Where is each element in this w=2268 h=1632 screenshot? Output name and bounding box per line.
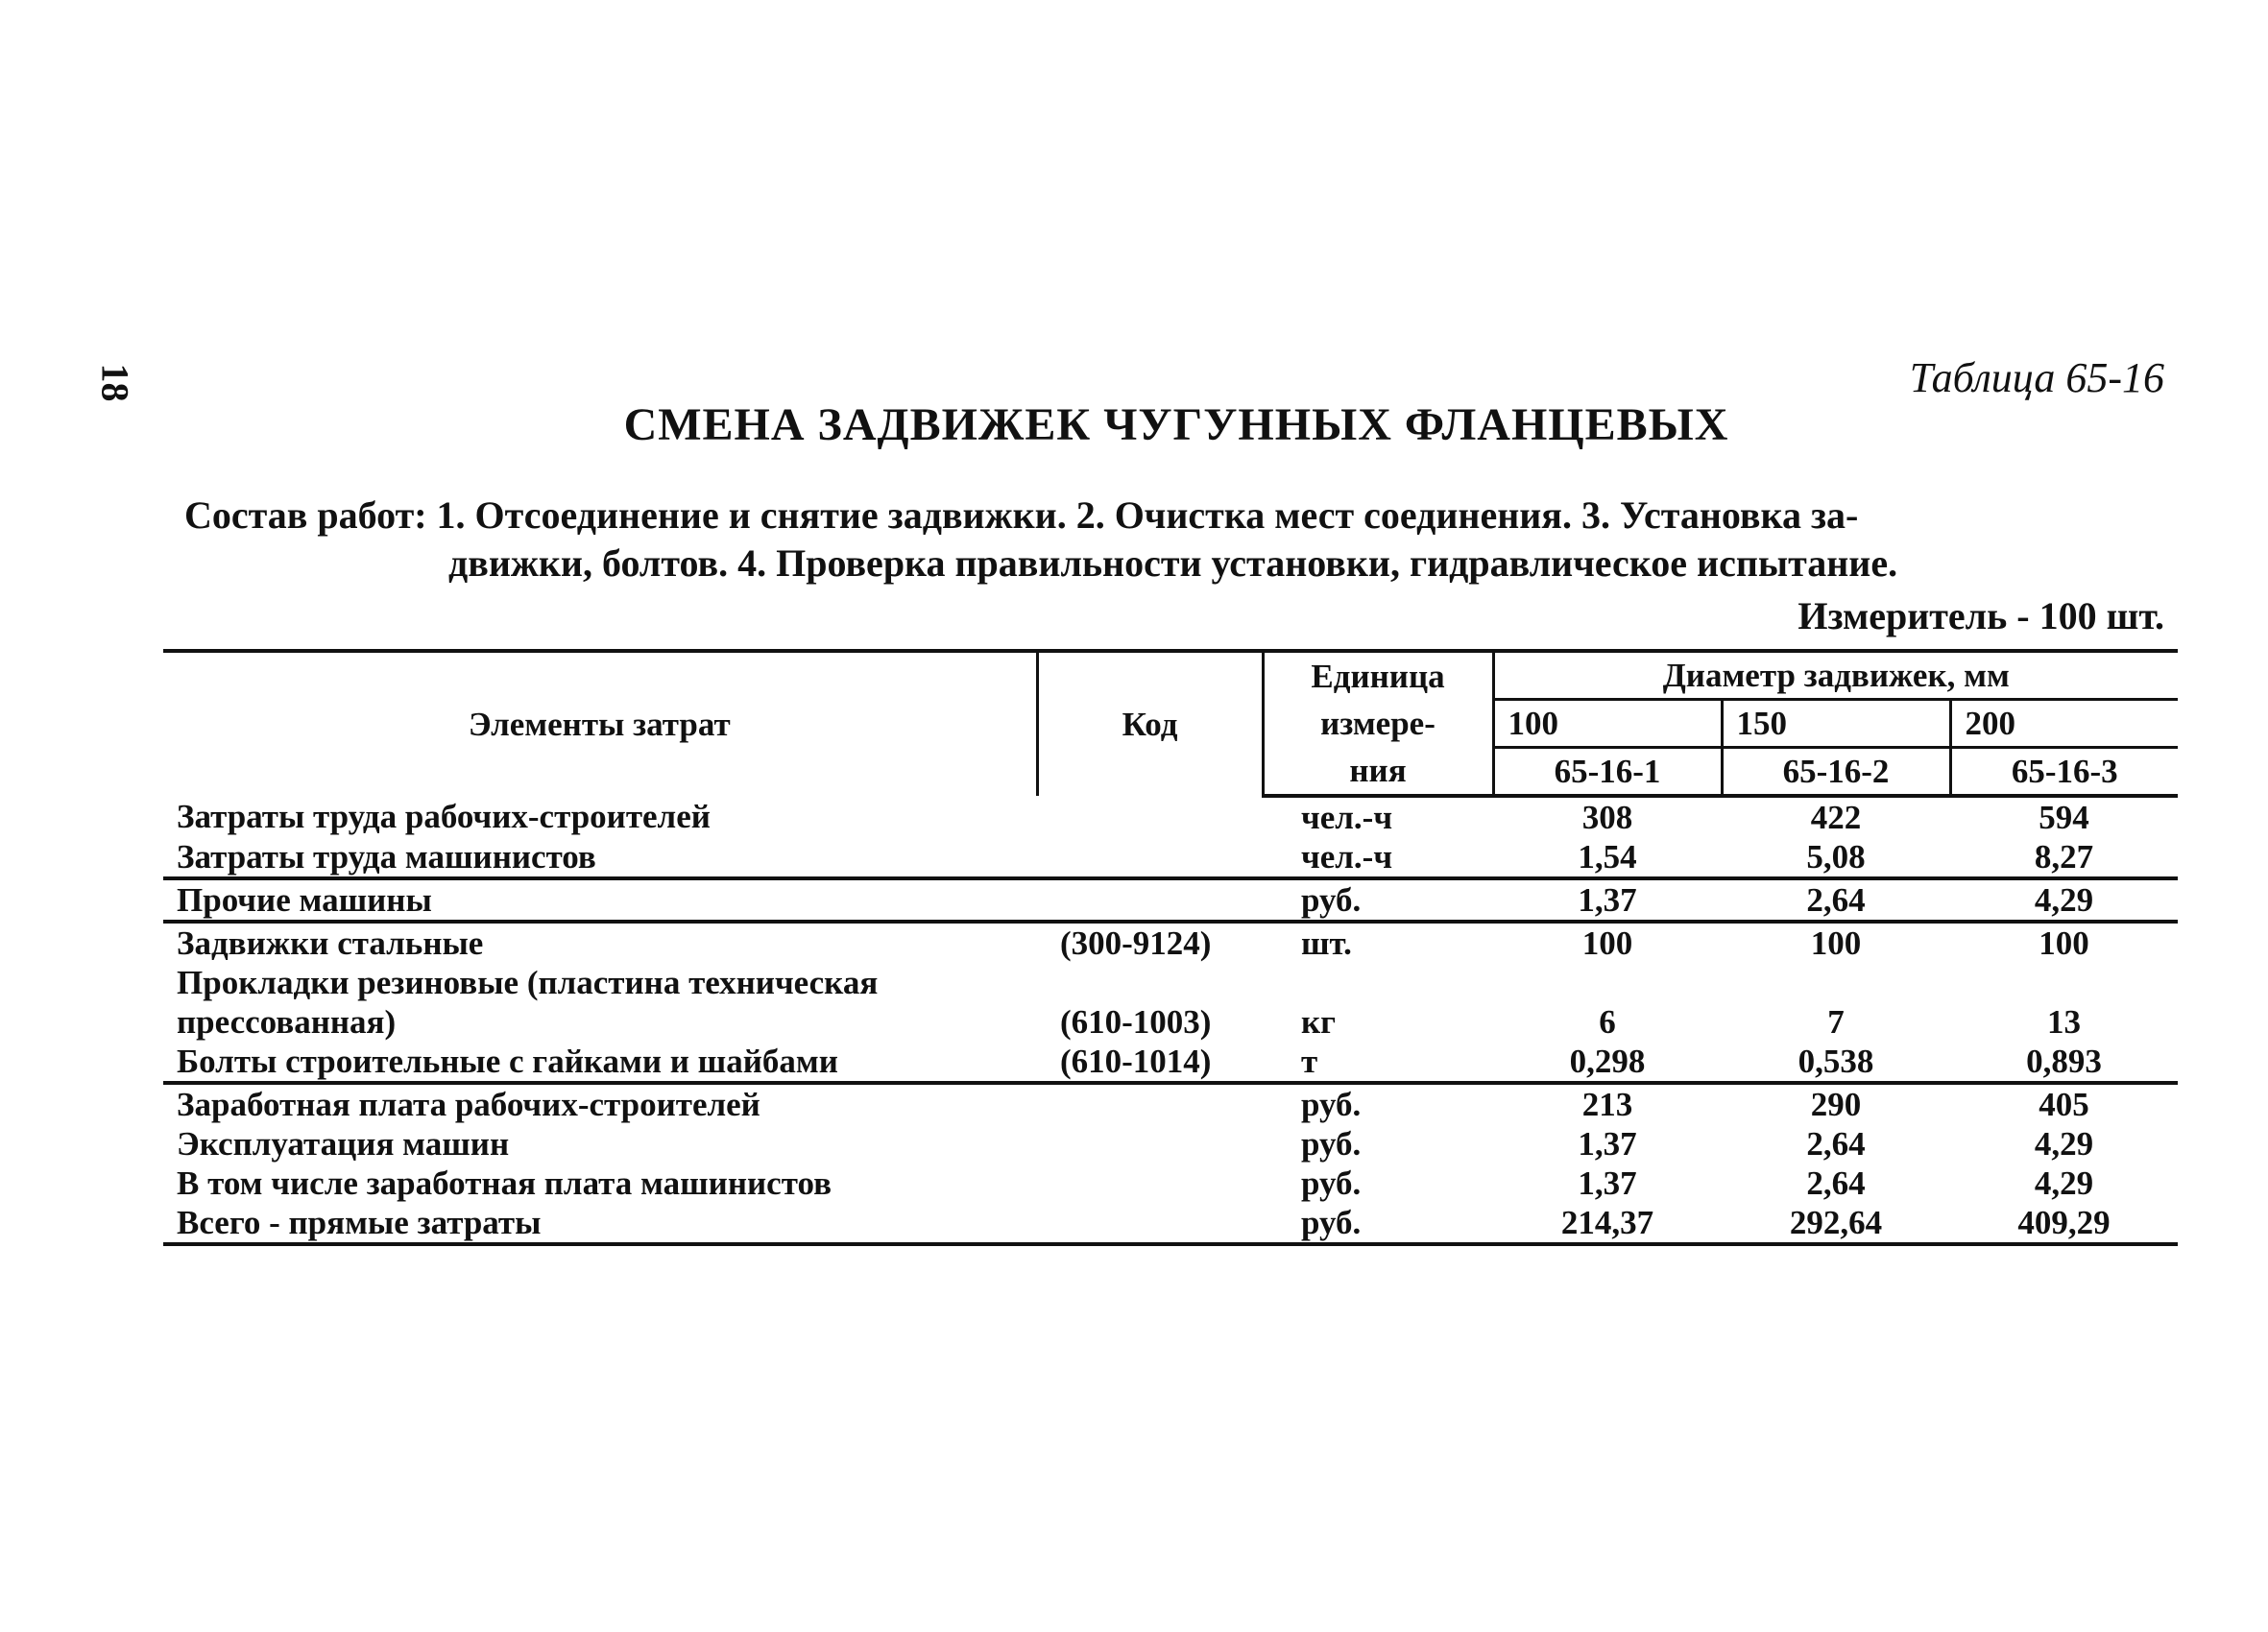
cost-table (163, 649, 2178, 1246)
header-code-3: 65-16-3 (1950, 748, 2178, 797)
measure-unit: Измеритель - 100 шт. (1798, 594, 2164, 637)
table-row: Эксплуатация машин руб. 1,37 2,64 4,29 (177, 1125, 2094, 1163)
header-diameter-200: 200 (1950, 700, 2178, 748)
page-number: 18 (93, 363, 137, 402)
table-row: Затраты труда рабочих-строителей чел.-ч 308 422 594 (177, 798, 2089, 836)
table-row: прессованная) (610-1003) кг 6 7 13 (177, 1003, 2081, 1041)
header-elements: Элементы затрат (468, 706, 731, 743)
table-row: Болты строительные с гайками и шайбами (610-1014) т 0,298 0,538 0,893 (177, 1043, 2102, 1080)
work-composition-line-2: движки, болтов. 4. Проверка правильности установки, гидравлическое испытание. (448, 541, 1898, 585)
work-composition (184, 492, 2105, 588)
table-row: Всего - прямые затраты руб. 214,37 292,64 409,29 (163, 1203, 2178, 1244)
table-row: В том числе заработная плата машинистов руб. 1,37 2,64 4,29 (177, 1164, 2094, 1202)
header-unit-line-3: ния (1263, 748, 1493, 797)
header-unit-line-1: Единица (1263, 651, 1493, 700)
header-code: Код (1037, 651, 1263, 796)
table-label: Таблица 65-16 (1909, 354, 2164, 401)
header-code-2: 65-16-2 (1722, 748, 1950, 797)
header-diameter: Диаметр задвижек, мм (1493, 651, 2178, 700)
work-composition-line-1: Состав работ: 1. Отсоединение и снятие задвижки. 2. Очистка мест соединения. 3. Установка за- (184, 493, 1859, 537)
header-diameter-100: 100 (1493, 700, 1722, 748)
page-title: СМЕНА ЗАДВИЖЕК ЧУГУННЫХ ФЛАНЦЕВЫХ (623, 399, 1729, 450)
header-diameter-150: 150 (1722, 700, 1950, 748)
table-row: Прокладки резиновые (пластина техническая (177, 964, 879, 1001)
table-row: Затраты труда машинистов чел.-ч 1,54 5,08 8,27 (177, 838, 2094, 876)
table-row: Прочие машины руб. 1,37 2,64 4,29 (163, 878, 2178, 922)
table-row: Заработная плата рабочих-строителей руб. 213 290 405 (163, 1083, 2178, 1124)
header-code-1: 65-16-1 (1493, 748, 1722, 797)
table-row: Задвижки стальные (300-9124) шт. 100 100 100 (163, 922, 2178, 963)
header-unit-line-2: измере- (1263, 700, 1493, 748)
